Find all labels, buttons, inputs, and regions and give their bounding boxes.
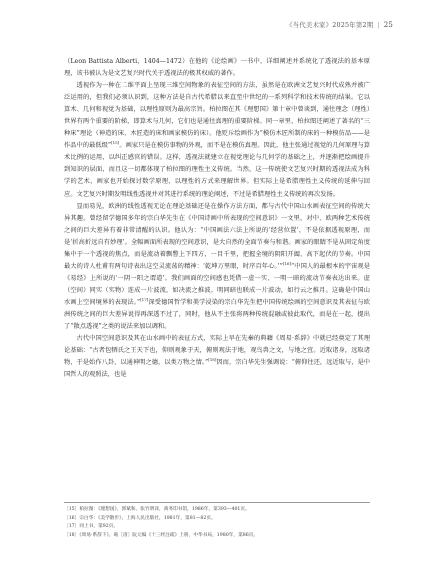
- footnote-entry: ［16］宗白华：《美学散步》，上海人民出版社，1981年，第81—82页。: [64, 515, 216, 521]
- footnote-ref: [15]: [111, 140, 120, 146]
- footnote-entry: ［15］柏拉图：《理想国》，郭斌和、张竹明译，商务印书馆，1986年，第393—401页。: [64, 507, 250, 512]
- body-paragraph: [64, 201, 370, 334]
- footnote-entry: ［17］同上书，第92页。: [64, 524, 119, 530]
- journal-title: 《当代美术家》2025年第2期: [286, 21, 374, 29]
- body-paragraph: [64, 56, 370, 80]
- text-run: （Leon Battista Alberti，1404—1472）在他的《论绘画》一书中，详细阐述并系统化了透视法的基本原理，该书被认为是文艺复兴时代关于透视法的极其权威的著作。: [64, 58, 370, 78]
- footnotes: [64, 506, 370, 540]
- running-header: [286, 20, 393, 29]
- article-body: [64, 56, 370, 381]
- header-separator: |: [377, 20, 380, 29]
- text-run: 因而，宗白华先生强调说：“俯仰往还，远近取与，是中国哲人的观照法，也是: [64, 359, 370, 379]
- footnote-divider: [64, 502, 370, 503]
- footnote-ref: [17]: [140, 296, 149, 302]
- text-run: 深受德国哲学和美学浸染的宗白华先生把中国传统绘画的空间意识及其表征与欧洲传统之间的巨大差异说得再深透不过了，同时，他从不主张将两种传统混融或彼此取代，而是在一起，提出了“散点透视”之类的说法来加以调和。: [64, 298, 371, 331]
- body-paragraph: [64, 333, 370, 381]
- footnote-ref: [16]: [282, 260, 292, 266]
- text-run: 。画家只是在模仿事物的外观，而不是在模仿真理。因此，他主张通过视觉的几何原理与算术比例的运用，以纠正感官的错误。这样，透视法就建立在视觉理论与几何学的基础之上，并逐渐把绘画提升到知识的层面，而且这一切都体现了柏拉图的理性主义传统。当然，这一传统使文艺复兴时期的透视法成为科学的艺术，画家也开始探讨数学原理，以理性的方式来理解世界。但实际上是希腊理性主义传统的延伸与回应。文艺复兴时期发明线性透视并对其进行系统的理论阐述，不过是希腊理性主义传统的再次发扬。: [64, 142, 370, 198]
- footnote-entry: ［18］《周易·系辞下》，载［清］阮元编《十三经注疏》上册，中华书局，1980年，第86页。: [64, 532, 259, 538]
- page-number: 25: [383, 20, 393, 29]
- text-run: 透视作为一种在二维平面上呈现三维空间物象的表征空间的方法，虽然是在欧洲文艺复兴时代成熟并被广泛运用的，但我们必须认识到，这种方法是自古代希腊以来直至中世纪的一系列科学和技术传统的结果。它以算术、几何和视觉为基础，以理性原则为最高宗旨。柏拉图在其《理想国》第十章中曾谈到，通往理念（理性）世界有两个重要的阶梯，即算术与几何，它们也是通往真理的重要阶梯。同一章里，柏拉图还阐述了著名的“三种床”理论（神造的床、木匠造的床和画家模仿的床）。他贬斥绘画作为“模仿木匠所制的床的一种模仿品——是作品中的最低级”: [64, 82, 370, 150]
- text-run: 古代中国空间意识及其在山水画中的表征方式，实际上早在先秦的典籍《周易·系辞》中就已经奠定了其理论基础：“古者包牺氏之王天下也，仰则观象于天，俯则观法于地，观鸟兽之文，与地之宜。近取诸身，远取诸物，于是始作八卦，以通神明之德，以类万物之情。”: [64, 335, 370, 367]
- footnote-ref: [18]: [208, 357, 217, 363]
- text-run: 显而易见，欧洲的线性透视无论在理论基础还是在操作方法方面，都与古代中国山水画表征空间的传统大异其趣。曾经留学德国多年的宗白华先生在《中国诗画中所表现的空间意识》一文里，对中、欧两种艺术传统之间的巨大差异有着非常清醒的认识。他认为：“中国画法六法上所说的‘经营位置’，不是依据透视原理，而是‘折高折远自有妙理’。全幅画面所表现的空间意识，是大自然的全面节奏与和谐。画家的眼睛不是从固定角度集中于一个透视的焦点，而是流动着飘瞥上下四方，一目千里，把握全境的阴阳开阖、高下起伏的节奏。中国最大的诗人杜甫有两句诗表出这空灵流荡的精神：‘乾坤万里眼，时序百年心。’”: [64, 202, 370, 270]
- text-run: “中国人的最根本的宇宙观是《易经》上所说的‘一阴一阳之谓道’。我们画面的空间感也凭借一虚一实、一明一暗的流动节奏表达出来。虚（空间）同实（实物）连成一片波流，如决流之推波。明同暗也联成一片波动，如行云之推月。这确是中国山水画上空间境界的表现法。”: [64, 262, 370, 306]
- body-paragraph: [64, 80, 370, 200]
